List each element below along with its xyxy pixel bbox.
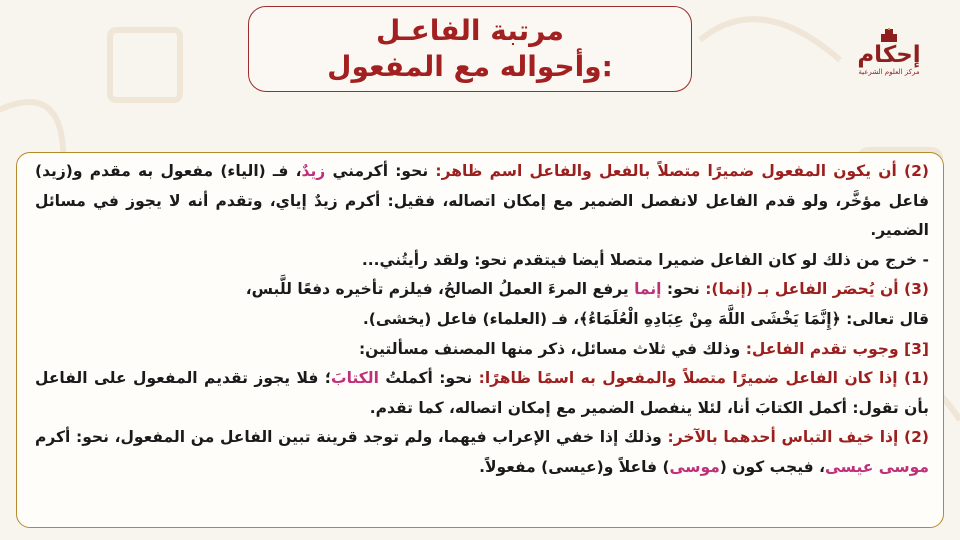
logo-subtitle: مركز العلوم الشرعية xyxy=(858,68,920,76)
content-box xyxy=(16,152,944,528)
example-highlight-2: موسى xyxy=(669,457,720,476)
logo-minaret-icon xyxy=(879,28,899,42)
title-box xyxy=(248,6,692,92)
section-heading: وجوب تقدم الفاعل: xyxy=(745,339,899,358)
paragraph-rule-1 xyxy=(35,364,929,423)
section-number: [3] xyxy=(904,339,929,358)
case-number: (3) xyxy=(904,280,929,299)
rule-number: (2) xyxy=(904,428,929,447)
case-heading: أن يُحصَر الفاعل بـ (إنما): xyxy=(705,280,899,299)
paragraph-rule-2 xyxy=(35,423,929,482)
page-subtitle: وأحواله مع المفعول: xyxy=(327,50,613,83)
paragraph-quran-quote xyxy=(35,305,929,335)
exception-text: - خرج من ذلك لو كان الفاعل ضميرا متصلا أيضا فيتقدم نحو: ولقد رأيتُني... xyxy=(361,250,929,269)
section-text: وذلك في ثلاث مسائل، ذكر منها المصنف مسألتين: xyxy=(358,339,741,358)
paragraph-section-3 xyxy=(35,335,929,365)
logo-name: إحكام xyxy=(857,42,921,68)
rule-number: (1) xyxy=(903,369,929,388)
example-highlight: زيدٌ xyxy=(301,162,326,180)
example-highlight: موسى عيسى xyxy=(824,457,929,476)
case-text: نحو: xyxy=(666,280,700,299)
example-highlight: الكتابَ xyxy=(331,369,379,388)
case-heading: أن يكون المفعول ضميرًا متصلاً بالفعل والفاعل اسم ظاهر: xyxy=(435,162,897,180)
case-number: (2) xyxy=(904,162,930,180)
rule-text: وذلك إذا خفي الإعراب فيهما، ولم توجد قرينة تبين الفاعل من المفعول، نحو: أكرم xyxy=(35,428,662,447)
rule-heading: إذا كان الفاعل ضميرًا متصلاً والمفعول به اسمًا ظاهرًا: xyxy=(478,369,898,388)
rule-text-cont: ؛ فلا يجوز تقديم المفعول على الفاعل بأن تقول: أكمل الكتابَ أنا، لئلا ينفصل الضمير مع إمكان اتصاله، كما تقدم. xyxy=(35,369,929,417)
example-highlight: إنما xyxy=(634,280,662,299)
rule-text-end: ) فاعلاً و(عيسى) مفعولاً. xyxy=(479,457,670,476)
logo xyxy=(844,28,934,98)
rule-text: نحو: أكملتُ xyxy=(385,369,473,388)
case-text: نحو: أكرمني xyxy=(332,162,429,180)
paragraph-case-3 xyxy=(35,275,929,305)
page-title: مرتبة الفاعـل xyxy=(376,14,564,47)
rule-heading: إذا خيف التباس أحدهما بالآخر: xyxy=(667,428,899,447)
paragraph-case-2 xyxy=(35,157,929,246)
case-text-cont: ، فـ (الياء) مفعول به مقدم و(زيد) فاعل مؤخَّر، ولو قدم الفاعل لانفصل الضمير مع إمكان اتصاله، فقيل: أكرم زيدٌ إياي، وتقدم أنه لا يجوز في مسائل الضمير. xyxy=(35,162,929,240)
rule-text-cont: ، فيجب كون ( xyxy=(719,457,825,476)
paragraph-exception xyxy=(35,246,929,276)
quote-text: قال تعالى: ﴿إِنَّمَا يَخْشَى اللَّهَ مِنْ عِبَادِهِ الْعُلَمَاءُ﴾، فـ (العلماء) فاعل (يخشى). xyxy=(362,309,929,328)
case-text-cont: يرفع المرءَ العملُ الصالحُ، فيلزم تأخيره دفعًا للَّبس، xyxy=(245,280,629,299)
